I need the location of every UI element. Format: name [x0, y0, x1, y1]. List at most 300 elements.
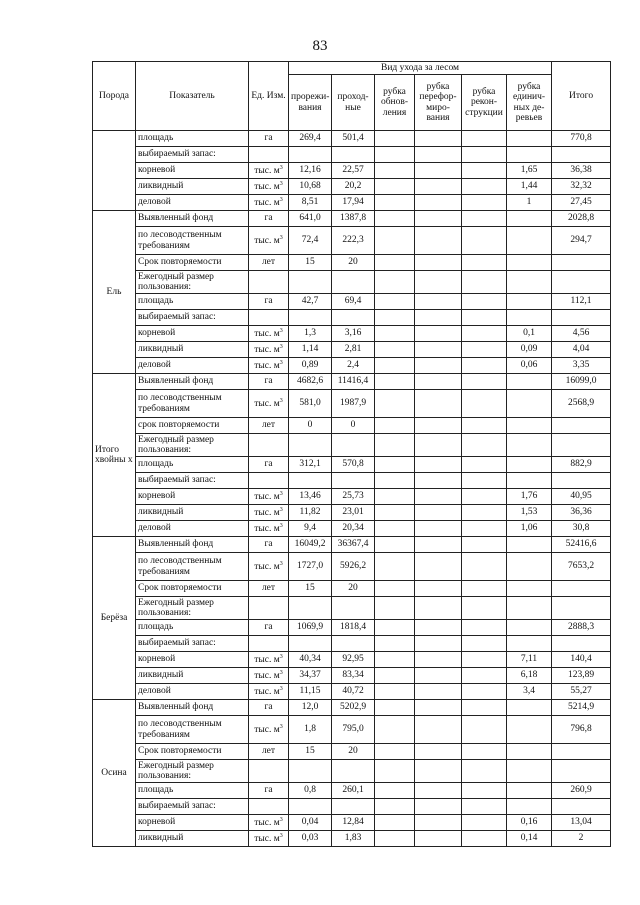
unit-cell: [249, 744, 289, 760]
value-cell: [375, 310, 415, 326]
table-row: [93, 255, 611, 271]
table-row: [93, 716, 611, 744]
table-row: [93, 163, 611, 179]
table-row: [93, 131, 611, 147]
value-cell: [375, 783, 415, 799]
value-cell: [507, 457, 552, 473]
value-cell: [375, 581, 415, 597]
unit-cell: [249, 537, 289, 553]
unit-cell: [249, 195, 289, 211]
value-cell: [375, 326, 415, 342]
indicator-cell: по лесоводственным требованиям: [136, 716, 249, 744]
unit-text: тыс. м: [254, 817, 280, 828]
value-cell: 12,84: [332, 815, 375, 831]
value-cell: [462, 147, 507, 163]
value-cell: [462, 799, 507, 815]
table-row: [93, 310, 611, 326]
total-cell: 36,38: [552, 163, 611, 179]
value-cell: [462, 211, 507, 227]
unit-cell: [249, 652, 289, 668]
unit-superscript: 3: [279, 723, 283, 730]
unit-cell: [249, 553, 289, 581]
value-cell: [375, 744, 415, 760]
value-cell: [462, 227, 507, 255]
indicator-cell: выбираемый запас:: [136, 799, 249, 815]
value-cell: [462, 744, 507, 760]
unit-cell: [249, 211, 289, 227]
value-cell: [415, 744, 462, 760]
value-cell: 0,14: [507, 831, 552, 847]
indicator-cell: по лесоводственным требованиям: [136, 227, 249, 255]
unit-text: га: [264, 622, 273, 633]
value-cell: 11,82: [289, 505, 332, 521]
indicator-cell: площадь: [136, 783, 249, 799]
indicator-cell: площадь: [136, 294, 249, 310]
unit-cell: [249, 684, 289, 700]
indicator-cell: площадь: [136, 131, 249, 147]
value-cell: [507, 374, 552, 390]
unit-text: лет: [261, 257, 276, 268]
value-cell: 1727,0: [289, 553, 332, 581]
header-col-renewal: рубка обнов-ления: [375, 75, 415, 131]
value-cell: 3,4: [507, 684, 552, 700]
value-cell: [507, 310, 552, 326]
unit-cell: [249, 521, 289, 537]
value-cell: [375, 434, 415, 457]
value-cell: 42,7: [289, 294, 332, 310]
value-cell: 3,16: [332, 326, 375, 342]
table-row: [93, 227, 611, 255]
value-cell: [332, 434, 375, 457]
indicator-cell: корневой: [136, 163, 249, 179]
value-cell: 0,8: [289, 783, 332, 799]
value-cell: [462, 434, 507, 457]
value-cell: [375, 374, 415, 390]
value-cell: [375, 815, 415, 831]
unit-cell: [249, 620, 289, 636]
value-cell: [289, 147, 332, 163]
value-cell: 11416,4: [332, 374, 375, 390]
value-cell: 581,0: [289, 390, 332, 418]
total-cell: 4,56: [552, 326, 611, 342]
value-cell: [289, 473, 332, 489]
value-cell: 5202,9: [332, 700, 375, 716]
value-cell: 2,81: [332, 342, 375, 358]
value-cell: [462, 668, 507, 684]
value-cell: [507, 553, 552, 581]
value-cell: [415, 537, 462, 553]
unit-text: га: [264, 213, 273, 224]
value-cell: [462, 255, 507, 271]
unit-text: тыс. м: [254, 181, 280, 192]
indicator-cell: корневой: [136, 326, 249, 342]
value-cell: [507, 131, 552, 147]
total-cell: 16099,0: [552, 374, 611, 390]
indicator-cell: корневой: [136, 815, 249, 831]
unit-superscript: 3: [279, 685, 283, 692]
unit-superscript: 3: [279, 653, 283, 660]
unit-cell: [249, 147, 289, 163]
total-cell: 32,32: [552, 179, 611, 195]
unit-text: тыс. м: [254, 724, 280, 735]
unit-cell: [249, 489, 289, 505]
total-cell: 294,7: [552, 227, 611, 255]
value-cell: 795,0: [332, 716, 375, 744]
value-cell: [375, 255, 415, 271]
value-cell: [415, 271, 462, 294]
table-row: [93, 147, 611, 163]
value-cell: 0,04: [289, 815, 332, 831]
table-row: [93, 799, 611, 815]
value-cell: [375, 489, 415, 505]
table-row: [93, 271, 611, 294]
unit-cell: [249, 457, 289, 473]
value-cell: 83,34: [332, 668, 375, 684]
value-cell: [462, 310, 507, 326]
unit-cell: [249, 799, 289, 815]
total-cell: 770,8: [552, 131, 611, 147]
value-cell: [507, 227, 552, 255]
value-cell: 1987,9: [332, 390, 375, 418]
indicator-cell: Ежегодный размер пользования:: [136, 760, 249, 783]
value-cell: [375, 195, 415, 211]
unit-superscript: 3: [279, 196, 283, 203]
value-cell: 15: [289, 255, 332, 271]
species-cell: Берёза: [93, 537, 136, 700]
header-col-passing: проход-ные: [332, 75, 375, 131]
table-row: [93, 342, 611, 358]
total-cell: [552, 147, 611, 163]
value-cell: [415, 652, 462, 668]
value-cell: [415, 799, 462, 815]
indicator-cell: Выявленный фонд: [136, 374, 249, 390]
indicator-cell: Срок повторяемости: [136, 581, 249, 597]
unit-text: тыс. м: [254, 235, 280, 246]
value-cell: 1,65: [507, 163, 552, 179]
total-cell: [552, 581, 611, 597]
value-cell: [415, 163, 462, 179]
total-cell: 260,9: [552, 783, 611, 799]
indicator-cell: площадь: [136, 457, 249, 473]
value-cell: [289, 760, 332, 783]
total-cell: 2: [552, 831, 611, 847]
value-cell: 13,46: [289, 489, 332, 505]
value-cell: [415, 179, 462, 195]
indicator-cell: ликвидный: [136, 179, 249, 195]
species-cell: Осина: [93, 700, 136, 847]
value-cell: [462, 179, 507, 195]
unit-superscript: 3: [279, 522, 283, 529]
value-cell: 40,34: [289, 652, 332, 668]
value-cell: 0,16: [507, 815, 552, 831]
value-cell: [332, 473, 375, 489]
value-cell: 15: [289, 744, 332, 760]
value-cell: [507, 799, 552, 815]
value-cell: [462, 390, 507, 418]
value-cell: [462, 358, 507, 374]
value-cell: 92,95: [332, 652, 375, 668]
value-cell: 72,4: [289, 227, 332, 255]
value-cell: 1,06: [507, 521, 552, 537]
unit-cell: [249, 505, 289, 521]
total-cell: [552, 760, 611, 783]
value-cell: [507, 473, 552, 489]
value-cell: [507, 760, 552, 783]
value-cell: [507, 716, 552, 744]
table-row: [93, 831, 611, 847]
value-cell: [415, 131, 462, 147]
unit-cell: [249, 255, 289, 271]
value-cell: 69,4: [332, 294, 375, 310]
value-cell: [462, 294, 507, 310]
value-cell: 1,53: [507, 505, 552, 521]
value-cell: [375, 652, 415, 668]
value-cell: 1,76: [507, 489, 552, 505]
value-cell: [415, 553, 462, 581]
value-cell: [507, 783, 552, 799]
total-cell: 27,45: [552, 195, 611, 211]
table-row: [93, 418, 611, 434]
value-cell: [507, 620, 552, 636]
unit-text: лет: [261, 746, 276, 757]
species-cell: Итого хвойны х: [93, 374, 136, 537]
unit-cell: [249, 473, 289, 489]
indicator-cell: ликвидный: [136, 342, 249, 358]
table-row: [93, 358, 611, 374]
indicator-cell: Ежегодный размер пользования:: [136, 434, 249, 457]
value-cell: [375, 760, 415, 783]
unit-text: тыс. м: [254, 360, 280, 371]
value-cell: [375, 636, 415, 652]
total-cell: [552, 799, 611, 815]
value-cell: [375, 537, 415, 553]
indicator-cell: Ежегодный размер пользования:: [136, 597, 249, 620]
value-cell: [415, 326, 462, 342]
value-cell: [375, 700, 415, 716]
value-cell: [289, 271, 332, 294]
table-row: [93, 700, 611, 716]
unit-text: тыс. м: [254, 197, 280, 208]
total-cell: 55,27: [552, 684, 611, 700]
value-cell: [462, 163, 507, 179]
unit-text: га: [264, 785, 273, 796]
value-cell: 20: [332, 744, 375, 760]
page-number: 83: [312, 38, 328, 54]
unit-cell: [249, 597, 289, 620]
table-row: [93, 783, 611, 799]
unit-cell: [249, 271, 289, 294]
unit-superscript: 3: [279, 490, 283, 497]
value-cell: 1069,9: [289, 620, 332, 636]
value-cell: [462, 489, 507, 505]
unit-text: га: [264, 539, 273, 550]
header-indicator: Показатель: [136, 62, 249, 131]
value-cell: 222,3: [332, 227, 375, 255]
value-cell: 1818,4: [332, 620, 375, 636]
value-cell: 5926,2: [332, 553, 375, 581]
unit-text: тыс. м: [254, 670, 280, 681]
value-cell: 0: [332, 418, 375, 434]
value-cell: [415, 700, 462, 716]
indicator-cell: Выявленный фонд: [136, 537, 249, 553]
value-cell: 1387,8: [332, 211, 375, 227]
value-cell: [415, 342, 462, 358]
total-cell: 52416,6: [552, 537, 611, 553]
value-cell: 17,94: [332, 195, 375, 211]
value-cell: [415, 227, 462, 255]
value-cell: 2,4: [332, 358, 375, 374]
unit-text: га: [264, 702, 273, 713]
value-cell: 1,14: [289, 342, 332, 358]
unit-text: тыс. м: [254, 328, 280, 339]
header-species: Порода: [93, 62, 136, 131]
table-row: [93, 760, 611, 783]
value-cell: [415, 418, 462, 434]
value-cell: [507, 581, 552, 597]
value-cell: [375, 271, 415, 294]
unit-cell: [249, 700, 289, 716]
value-cell: [375, 179, 415, 195]
table-row: [93, 684, 611, 700]
value-cell: [462, 815, 507, 831]
value-cell: [375, 473, 415, 489]
indicator-cell: выбираемый запас:: [136, 636, 249, 652]
table-row: [93, 581, 611, 597]
value-cell: [375, 457, 415, 473]
value-cell: [375, 597, 415, 620]
total-cell: 5214,9: [552, 700, 611, 716]
value-cell: [332, 147, 375, 163]
value-cell: [462, 716, 507, 744]
value-cell: [462, 636, 507, 652]
value-cell: [415, 636, 462, 652]
total-cell: 40,95: [552, 489, 611, 505]
value-cell: 0,06: [507, 358, 552, 374]
unit-superscript: 3: [279, 397, 283, 404]
unit-cell: [249, 131, 289, 147]
table-row: [93, 537, 611, 553]
table-row: [93, 636, 611, 652]
value-cell: [415, 489, 462, 505]
unit-superscript: 3: [279, 506, 283, 513]
unit-cell: [249, 434, 289, 457]
value-cell: [462, 581, 507, 597]
header-col-single-trees: рубка единич-ных де-ревьев: [507, 75, 552, 131]
table-row: [93, 620, 611, 636]
value-cell: [462, 831, 507, 847]
unit-cell: [249, 418, 289, 434]
unit-text: га: [264, 296, 273, 307]
value-cell: [507, 744, 552, 760]
indicator-cell: ликвидный: [136, 505, 249, 521]
indicator-cell: корневой: [136, 489, 249, 505]
value-cell: 20: [332, 255, 375, 271]
value-cell: 34,37: [289, 668, 332, 684]
value-cell: [332, 636, 375, 652]
value-cell: [415, 434, 462, 457]
value-cell: [507, 700, 552, 716]
value-cell: [375, 521, 415, 537]
table-row: [93, 179, 611, 195]
value-cell: [462, 537, 507, 553]
unit-superscript: 3: [279, 359, 283, 366]
unit-text: тыс. м: [254, 561, 280, 572]
unit-text: га: [264, 133, 273, 144]
value-cell: [375, 211, 415, 227]
total-cell: [552, 310, 611, 326]
unit-cell: [249, 390, 289, 418]
value-cell: [415, 597, 462, 620]
unit-cell: [249, 342, 289, 358]
value-cell: [415, 783, 462, 799]
value-cell: [462, 374, 507, 390]
unit-cell: [249, 227, 289, 255]
value-cell: [375, 147, 415, 163]
value-cell: [289, 597, 332, 620]
total-cell: 2568,9: [552, 390, 611, 418]
value-cell: [462, 505, 507, 521]
header-total: Итого: [552, 62, 611, 131]
value-cell: 23,01: [332, 505, 375, 521]
indicator-cell: площадь: [136, 620, 249, 636]
value-cell: 1,44: [507, 179, 552, 195]
table-body: [93, 131, 611, 847]
value-cell: 0,1: [507, 326, 552, 342]
value-cell: [375, 390, 415, 418]
total-cell: 2888,3: [552, 620, 611, 636]
unit-text: тыс. м: [254, 344, 280, 355]
indicator-cell: Выявленный фонд: [136, 700, 249, 716]
indicator-cell: срок повторяемости: [136, 418, 249, 434]
unit-superscript: 3: [279, 164, 283, 171]
total-cell: [552, 418, 611, 434]
indicator-cell: деловой: [136, 521, 249, 537]
value-cell: [415, 211, 462, 227]
value-cell: [507, 597, 552, 620]
indicator-cell: ликвидный: [136, 831, 249, 847]
value-cell: [289, 434, 332, 457]
unit-superscript: 3: [279, 560, 283, 567]
total-cell: 4,04: [552, 342, 611, 358]
indicator-cell: деловой: [136, 684, 249, 700]
table-row: [93, 553, 611, 581]
unit-superscript: 3: [279, 816, 283, 823]
unit-cell: [249, 581, 289, 597]
value-cell: [462, 326, 507, 342]
value-cell: 9,4: [289, 521, 332, 537]
header-col-reconstruction: рубка рекон-струкции: [462, 75, 507, 131]
value-cell: [415, 390, 462, 418]
value-cell: [332, 760, 375, 783]
unit-text: тыс. м: [254, 833, 280, 844]
value-cell: [462, 342, 507, 358]
indicator-cell: выбираемый запас:: [136, 310, 249, 326]
value-cell: [462, 195, 507, 211]
table-row: [93, 326, 611, 342]
table-row: [93, 744, 611, 760]
value-cell: [375, 505, 415, 521]
value-cell: [332, 310, 375, 326]
value-cell: 20,34: [332, 521, 375, 537]
table-row: [93, 505, 611, 521]
total-cell: [552, 744, 611, 760]
unit-superscript: 3: [279, 669, 283, 676]
unit-superscript: 3: [279, 343, 283, 350]
header-col-thinning: прорежи-вания: [289, 75, 332, 131]
value-cell: [289, 310, 332, 326]
value-cell: [462, 684, 507, 700]
table-row: [93, 390, 611, 418]
